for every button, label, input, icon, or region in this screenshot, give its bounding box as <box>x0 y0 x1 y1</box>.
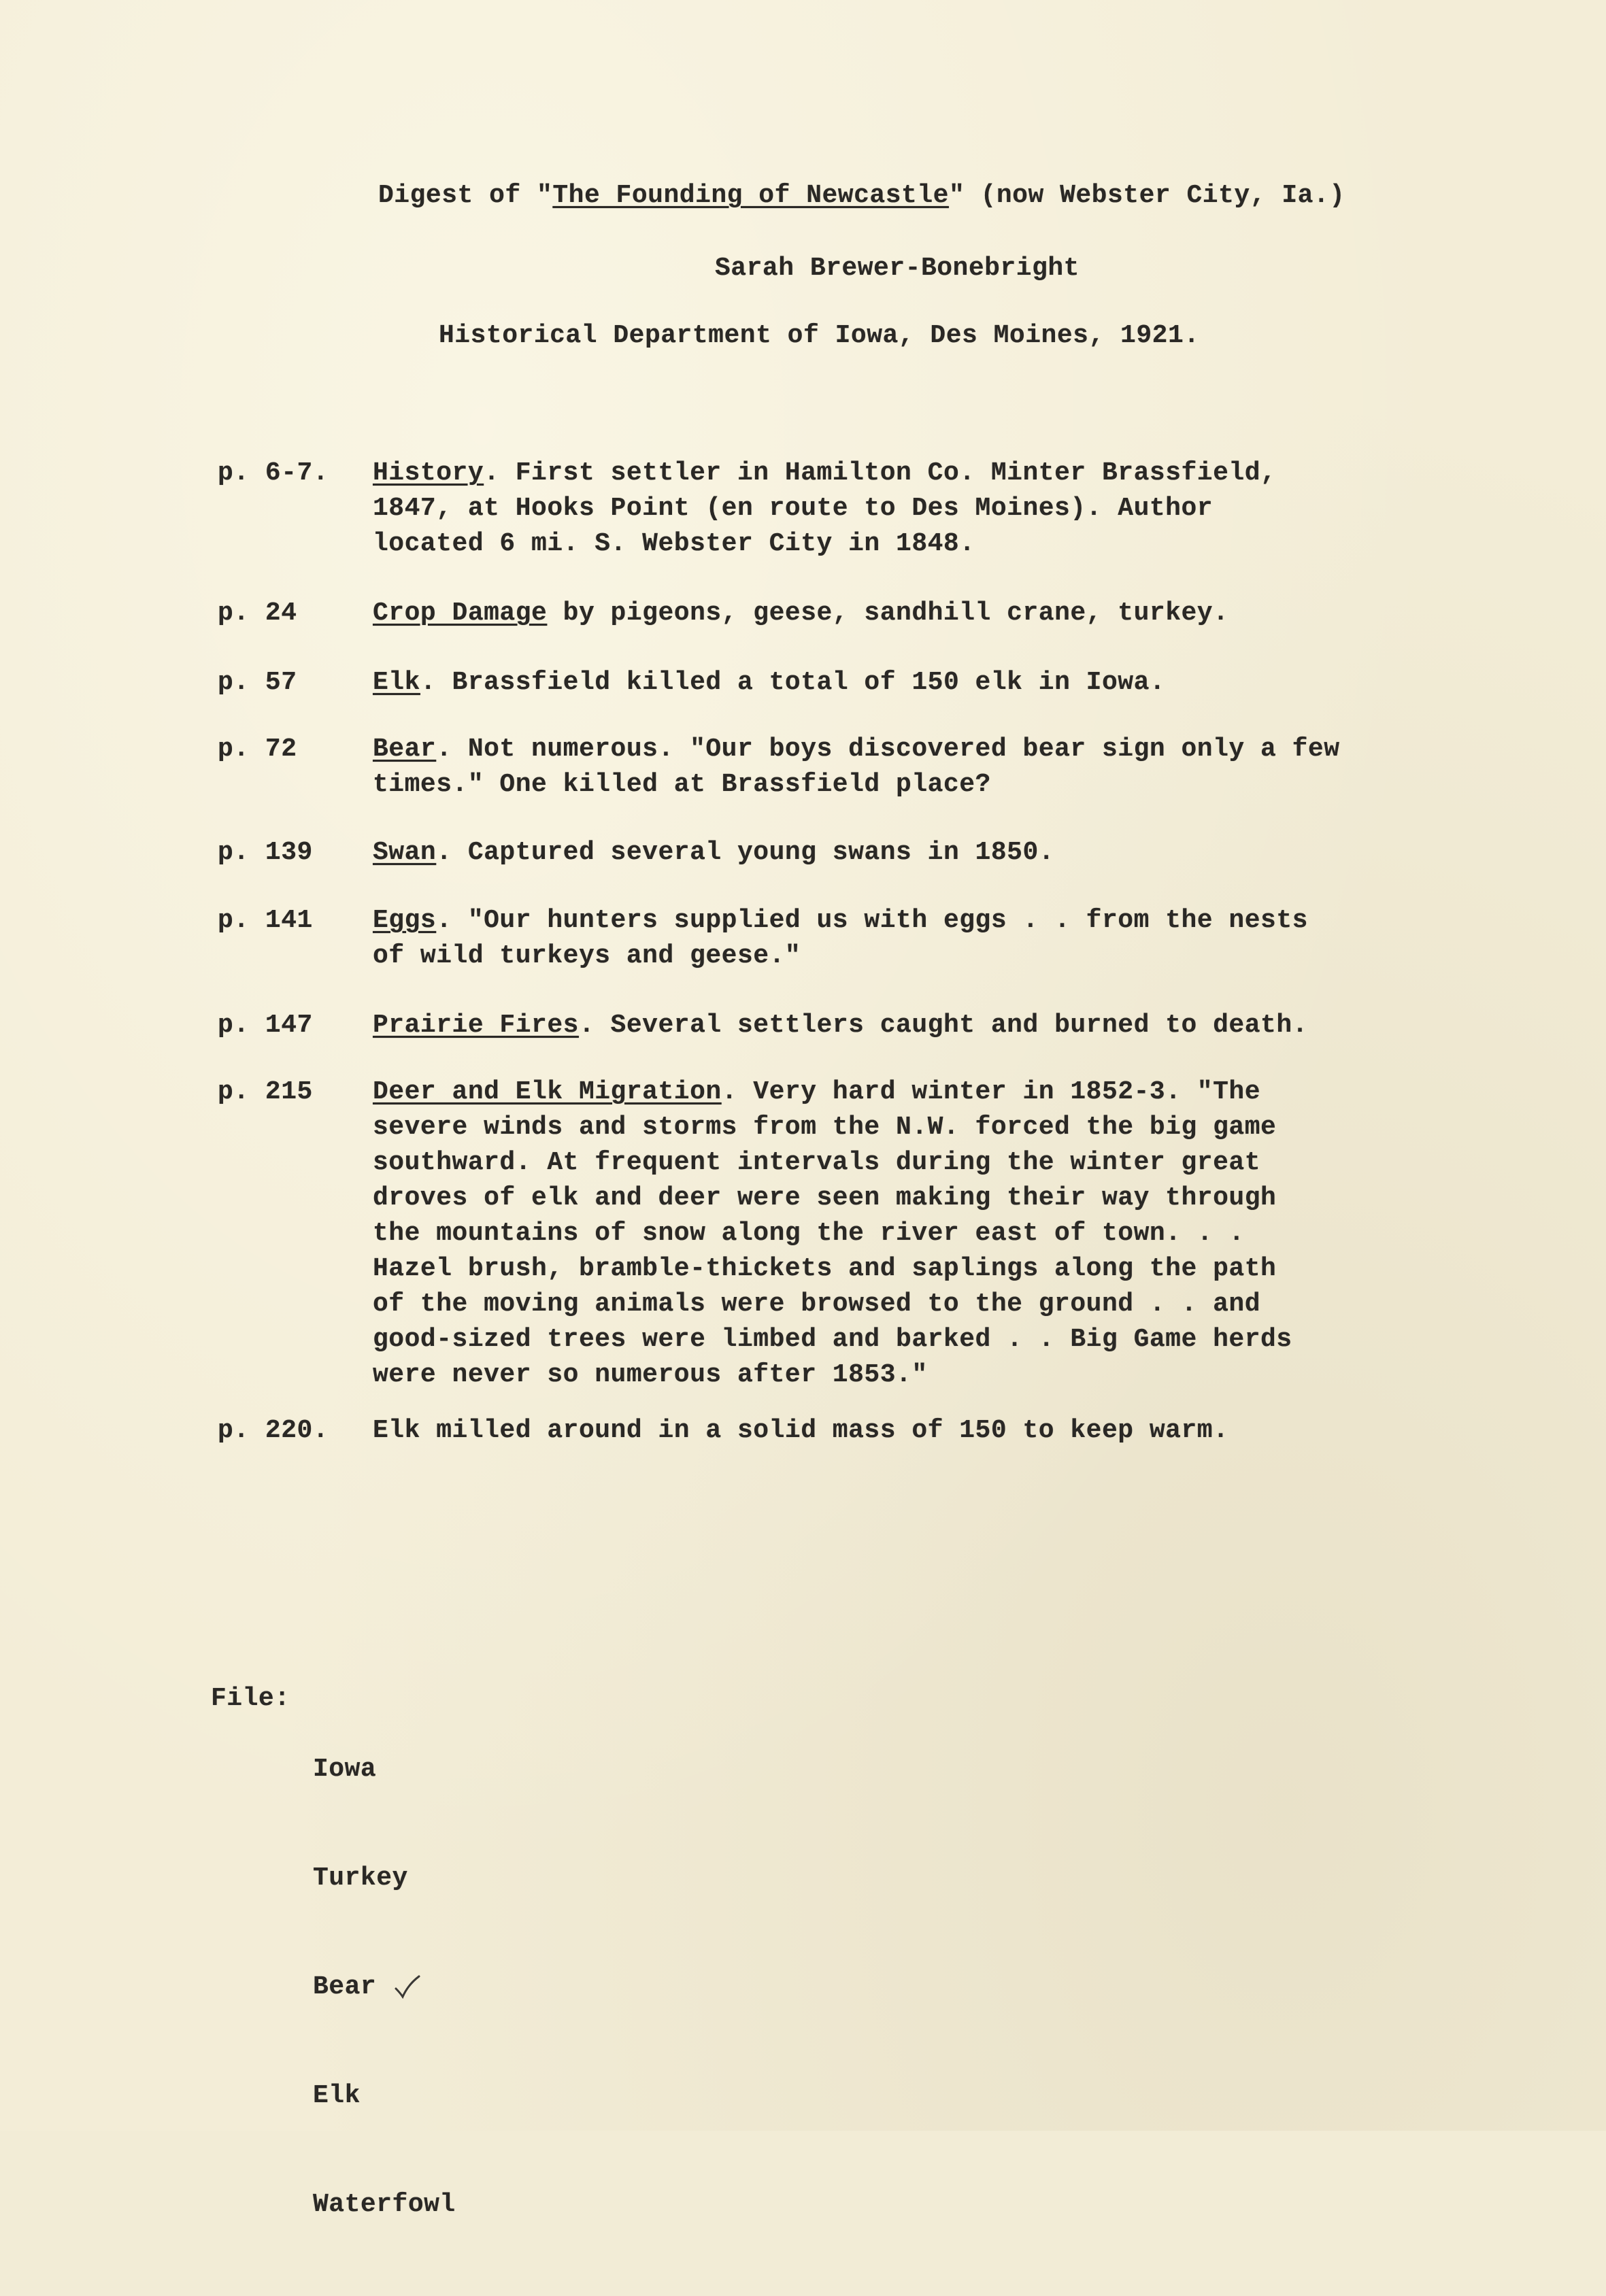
entry-topic: Swan <box>373 838 437 867</box>
entry-line: by pigeons, geese, sandhill crane, turkey. <box>547 598 1229 628</box>
entry-text <box>373 1075 1292 1393</box>
entry-deer-elk-migration <box>218 1075 1292 1389</box>
page-reference: p. 147 <box>218 1011 313 1040</box>
title-prefix: Digest of " <box>378 181 553 210</box>
file-item <box>313 2187 456 2225</box>
entry-line: located 6 mi. S. Webster City in 1848. <box>373 529 975 558</box>
entry-line: of wild turkeys and geese." <box>373 941 801 970</box>
entry-line: . Several settlers caught and burned to death. <box>578 1011 1308 1040</box>
document-title <box>378 178 1345 214</box>
file-item <box>313 1861 456 1899</box>
entry-line: the mountains of snow along the river east of town. . . <box>373 1219 1245 1248</box>
file-index <box>211 1681 456 2219</box>
entry-line: . First settler in Hamilton Co. Minter Brassfield, <box>484 458 1277 488</box>
entry-text <box>373 1008 1308 1043</box>
entry-text <box>373 835 1054 871</box>
file-item-text: Iowa <box>313 1755 377 1784</box>
page-reference: p. 6-7. <box>218 458 329 488</box>
entry-text <box>373 456 1276 562</box>
entry-topic: Bear <box>373 735 437 764</box>
entry-text <box>373 903 1308 974</box>
entry-text <box>373 732 1340 803</box>
page-reference: p. 141 <box>218 906 313 935</box>
page-reference: p. 139 <box>218 838 313 867</box>
entry-line: were never so numerous after 1853." <box>373 1360 928 1389</box>
file-label: File: <box>211 1684 290 1713</box>
entry-line: . Captured several young swans in 1850. <box>436 838 1055 867</box>
book-title: The Founding of Newcastle <box>552 181 949 210</box>
author-name: Sarah Brewer-Bonebright <box>715 254 1080 283</box>
entry-line: severe winds and storms from the N.W. forced the big game <box>373 1113 1277 1142</box>
entry-text <box>373 596 1228 631</box>
entry-line: . Very hard winter in 1852-3. "The <box>721 1077 1261 1107</box>
page-reference: p. 220. <box>218 1416 329 1445</box>
entry-line: droves of elk and deer were seen making their way through <box>373 1183 1277 1213</box>
entry-line: good-sized trees were limbed and barked . . Big Game herds <box>373 1325 1292 1354</box>
publisher-line: Historical Department of Iowa, Des Moines, 1921. <box>439 321 1200 350</box>
file-item <box>313 1970 456 2008</box>
page-reference: p. 57 <box>218 668 297 697</box>
checkmark-icon <box>393 1975 420 1999</box>
entry-line: Hazel brush, bramble-thickets and saplings along the path <box>373 1254 1277 1283</box>
entry-text <box>373 665 1165 700</box>
title-suffix: " (now Webster City, Ia.) <box>948 181 1345 210</box>
entry-topic: Eggs <box>373 906 437 935</box>
entry-line: . Not numerous. "Our boys discovered bear sign only a few <box>436 735 1340 764</box>
entry-history <box>218 456 1277 597</box>
file-item-text: Bear <box>313 1972 377 2002</box>
page-reference: p. 24 <box>218 598 297 628</box>
entry-topic: Crop Damage <box>373 598 548 628</box>
entry-text <box>373 1413 1228 1449</box>
entry-topic: Prairie Fires <box>373 1011 579 1040</box>
entry-line: . "Our hunters supplied us with eggs . . from the nests <box>436 906 1308 935</box>
page-reference: p. 215 <box>218 1077 313 1107</box>
entry-line: southward. At frequent intervals during the winter great <box>373 1148 1261 1177</box>
page-reference: p. 72 <box>218 735 297 764</box>
file-item-text: Elk <box>313 2081 361 2110</box>
entry-topic: Deer and Elk Migration <box>373 1077 722 1107</box>
file-item <box>313 1752 456 1790</box>
entry-elk-milled <box>218 1413 1229 1555</box>
file-item <box>313 2078 456 2116</box>
entry-line: Elk milled around in a solid mass of 150 to keep warm. <box>373 1416 1229 1445</box>
entry-line: . Brassfield killed a total of 150 elk in Iowa. <box>420 668 1166 697</box>
entry-line: of the moving animals were browsed to the ground . . and <box>373 1289 1261 1319</box>
file-item-text: Waterfowl <box>313 2190 456 2219</box>
entry-line: times." One killed at Brassfield place? <box>373 770 991 799</box>
entry-line: 1847, at Hooks Point (en route to Des Moines). Author <box>373 494 1214 523</box>
entry-topic: History <box>373 458 484 488</box>
file-item-text: Turkey <box>313 1863 408 1893</box>
entry-topic: Elk <box>373 668 420 697</box>
file-list <box>313 1681 456 2296</box>
